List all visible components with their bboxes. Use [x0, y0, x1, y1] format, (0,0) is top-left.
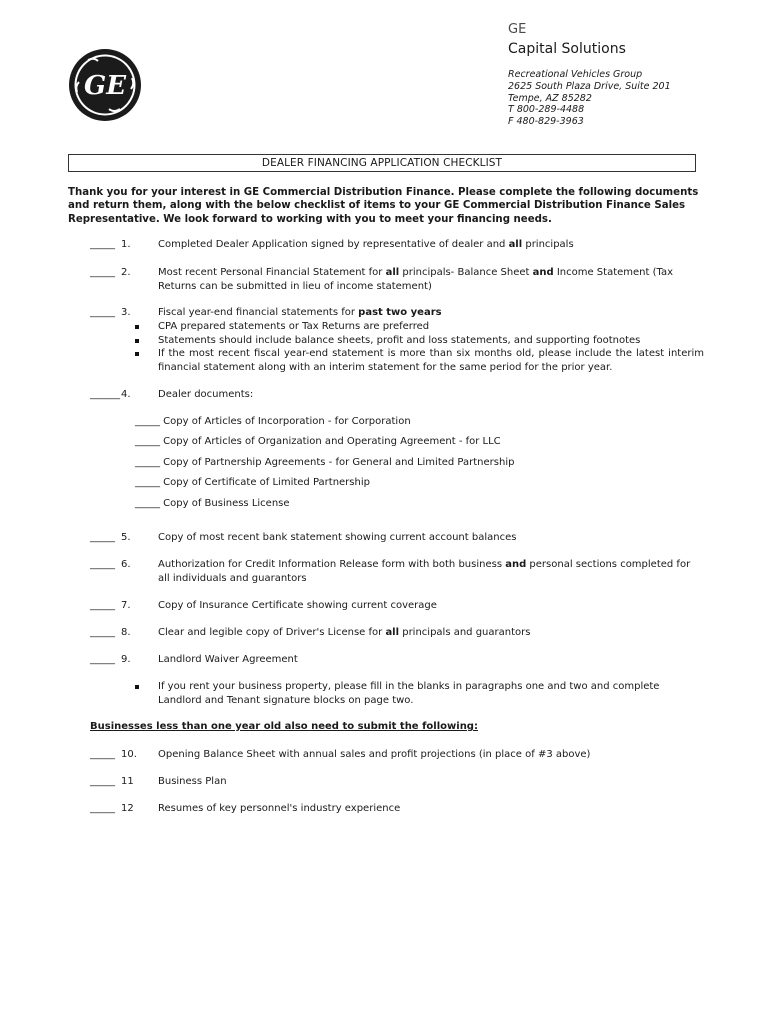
document-title: DEALER FINANCING APPLICATION CHECKLIST	[68, 154, 696, 172]
dealer-document-line[interactable]: _____ Copy of Articles of Incorporation - for Corporation	[135, 416, 411, 427]
checklist-item-1	[90, 238, 704, 252]
checkbox-blank[interactable]: _____	[90, 749, 115, 760]
text-run: principals	[522, 239, 574, 250]
item-number: 10.	[121, 749, 137, 760]
text-run: Fiscal year-end financial statements for	[158, 307, 359, 318]
emphasis-text: all	[385, 267, 400, 278]
item-text	[158, 599, 704, 613]
item-9-bullets	[130, 680, 704, 707]
checklist-item-3	[90, 306, 704, 320]
bullet-text: If the most recent fiscal year-end statement is more than six months old, please include the latest interim financial statement along with an interim statement for the same period for the prior year.	[158, 348, 704, 373]
text-run: Dealer documents:	[158, 389, 254, 400]
text-run: Landlord Waiver Agreement	[158, 654, 298, 665]
item-3-bullets	[130, 320, 704, 374]
emphasis-text: all	[508, 239, 523, 250]
address-line: Recreational Vehicles Group	[508, 69, 643, 80]
text-run: principals- Balance Sheet	[399, 267, 533, 278]
bullet-square-icon	[135, 685, 139, 689]
checkbox-blank[interactable]: _____	[90, 267, 115, 278]
bullet-text: CPA prepared statements or Tax Returns are preferred	[158, 321, 430, 332]
bullet-square-icon	[135, 352, 139, 356]
bullet-square-icon	[135, 325, 139, 329]
text-run: personal sections completed for all individuals and guarantors	[158, 559, 691, 584]
text-run: Clear and legible copy of Driver's License for	[158, 627, 386, 638]
checkbox-blank[interactable]: _____	[90, 803, 115, 814]
item-number: 8.	[121, 627, 131, 638]
item-number: 6.	[121, 559, 131, 570]
checklist-item-9	[90, 653, 704, 667]
text-run: principals and guarantors	[399, 627, 531, 638]
bullet-text: Statements should include balance sheets, profit and loss statements, and supporting footnotes	[158, 334, 641, 346]
item-number: 11	[121, 776, 134, 787]
checklist-item-11	[90, 775, 704, 789]
item-number: 9.	[121, 654, 131, 665]
item-text	[158, 531, 704, 545]
bullet-item	[130, 680, 704, 707]
company-address	[508, 69, 748, 128]
item-number: 1.	[121, 239, 131, 250]
bullet-square-icon	[135, 339, 139, 343]
text-run: Income Statement (Tax Returns can be submitted in lieu of income statement)	[158, 267, 674, 292]
company-name: Capital Solutions	[508, 41, 626, 57]
checklist-item-12	[90, 802, 704, 816]
checklist-item-7	[90, 599, 704, 613]
item-number: 5.	[121, 532, 131, 543]
address-line: Tempe, AZ 85282	[508, 92, 592, 104]
text-run: Copy of Insurance Certificate showing current coverage	[158, 600, 437, 611]
checkbox-blank[interactable]: _____	[90, 776, 115, 787]
text-run: Copy of most recent bank statement showing current account balances	[158, 532, 517, 543]
emphasis-text: and	[532, 267, 554, 278]
text-run: Most recent Personal Financial Statement for	[158, 267, 386, 278]
bullet-item	[130, 334, 704, 348]
checkbox-blank[interactable]: ______	[90, 389, 120, 400]
logo-monogram-text: GE	[83, 71, 127, 101]
phone-line: T 800-289-4488	[508, 104, 585, 116]
item-number: 2.	[121, 267, 131, 278]
item-number: 3.	[121, 307, 131, 318]
emphasis-text: and	[505, 559, 527, 570]
checklist-item-5	[90, 531, 704, 545]
checkbox-blank[interactable]: _____	[90, 532, 115, 543]
item-text	[158, 266, 704, 293]
dealer-document-line[interactable]: _____ Copy of Certificate of Limited Partnership	[135, 477, 370, 488]
company-header	[508, 22, 748, 128]
checklist-item-4	[90, 388, 704, 402]
item-text	[158, 238, 704, 252]
item-text	[158, 388, 704, 402]
checklist-item-6	[90, 558, 704, 585]
checkbox-blank[interactable]: _____	[90, 239, 115, 250]
item-text: Opening Balance Sheet with annual sales and profit projections (in place of #3 above)	[158, 749, 591, 760]
checklist-item-10	[90, 748, 704, 762]
dealer-document-line[interactable]: _____ Copy of Business License	[135, 498, 290, 509]
item-text	[158, 558, 704, 585]
text-run: Completed Dealer Application signed by representative of dealer and	[158, 239, 509, 250]
text-run: Authorization for Credit Information Release form with both business	[158, 559, 506, 570]
ge-logo	[68, 48, 142, 122]
ge-monogram-icon	[68, 48, 142, 122]
emphasis-text: all	[385, 627, 400, 638]
checklist-item-2	[90, 266, 704, 293]
checkbox-blank[interactable]: _____	[90, 307, 115, 318]
bullet-item	[130, 347, 704, 374]
emphasis-text: past two years	[358, 307, 442, 318]
fax-line: F 480-829-3963	[508, 116, 584, 128]
checkbox-blank[interactable]: _____	[90, 627, 115, 638]
item-number: 4.	[121, 389, 131, 400]
intro-paragraph: Thank you for your interest in GE Commercial Distribution Finance. Please complete the following documents and return them, along with the below checklist of items to your GE Commercial Distribution Finance Sales Representative. We look forward to working with you to meet your financing needs.	[68, 187, 699, 225]
bullet-item	[130, 320, 704, 334]
checkbox-blank[interactable]: _____	[90, 654, 115, 665]
item-number: 12	[121, 803, 134, 814]
item-text	[158, 626, 704, 640]
bullet-text: If you rent your business property, please fill in the blanks in paragraphs one and two and complete Landlord and Tenant signature blocks on page two.	[158, 681, 660, 706]
new-business-heading: Businesses less than one year old also need to submit the following:	[90, 721, 478, 732]
checkbox-blank[interactable]: _____	[90, 600, 115, 611]
item-number: 7.	[121, 600, 131, 611]
dealer-document-line[interactable]: _____ Copy of Articles of Organization and Operating Agreement - for LLC	[135, 436, 501, 447]
dealer-document-line[interactable]: _____ Copy of Partnership Agreements - for General and Limited Partnership	[135, 457, 515, 468]
item-text	[158, 306, 704, 320]
company-short-name: GE	[508, 22, 527, 37]
checkbox-blank[interactable]: _____	[90, 559, 115, 570]
item-text: Resumes of key personnel's industry experience	[158, 803, 401, 814]
item-text: Business Plan	[158, 776, 227, 787]
address-line: 2625 South Plaza Drive, Suite 201	[508, 80, 671, 92]
item-text	[158, 653, 704, 667]
checklist-item-8	[90, 626, 704, 640]
